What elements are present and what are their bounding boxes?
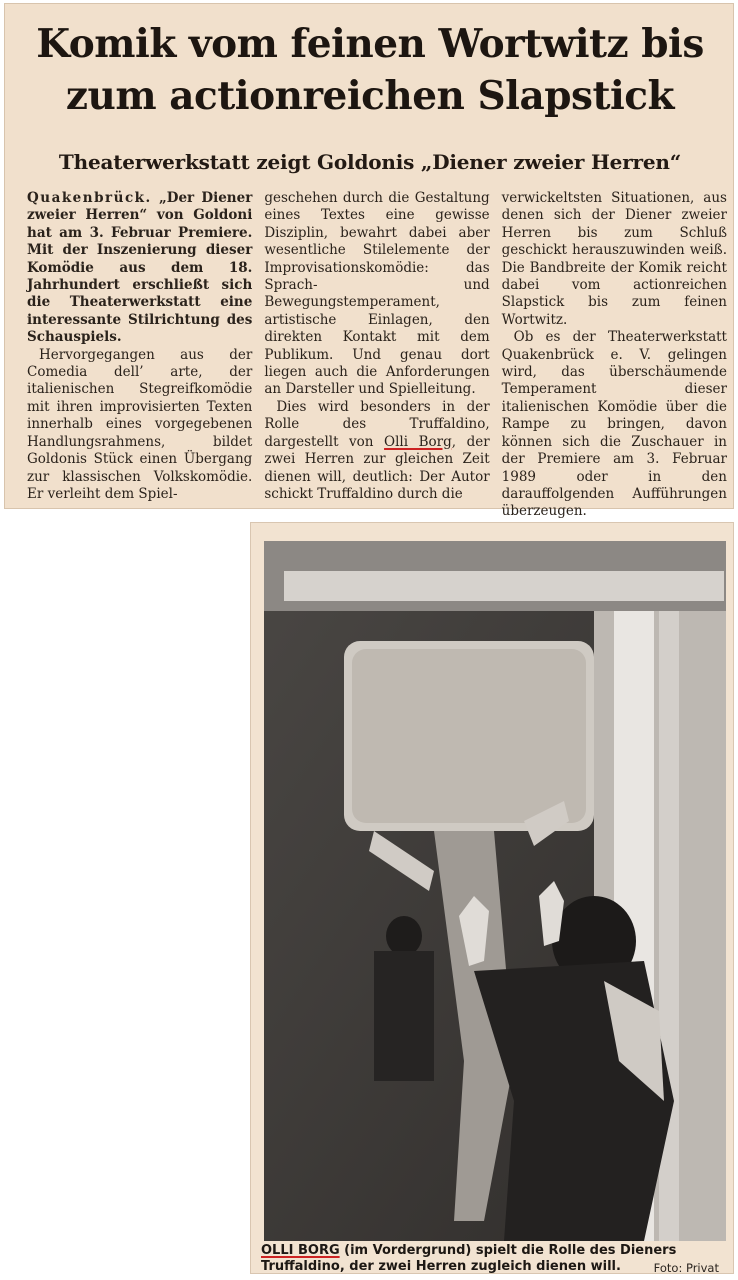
caption-name: OLLI BORG bbox=[261, 1243, 340, 1258]
body-paragraph: Ob es der Theaterwerkstatt Quakenbrück e. V. gelingen wird, das überschäumende Temperament dieser italienischen Komödie über die Rampe zu bringen, davon können sich die Zuschauer in der Premiere am 3. Februar 1989 oder in den darauffolgenden Aufführungen überzeugen. bbox=[501, 329, 727, 520]
stage-photo-graphic bbox=[264, 541, 726, 1241]
column-1 bbox=[27, 190, 252, 502]
body-paragraph: geschehen durch die Gestaltung eines Textes eine gewisse Disziplin, bewahrt dabei aber wesentliche Stilelemente der Improvisationskomödie: das Sprach- und Bewegungstemperament, artistische Einlagen, den direkten Kontakt mit dem Publikum. Und genau dort liegen auch die Anforderungen an Darsteller und Spielleitung. bbox=[264, 190, 490, 398]
headline-line-1: Komik vom feinen Wortwitz bis bbox=[36, 21, 704, 67]
body-text: , der zwei Herren zur gleichen Zeit dienen will, deutlich: Der Autor schickt Truffaldino durch die bbox=[264, 433, 490, 502]
column-2 bbox=[264, 190, 489, 502]
photo-clipping bbox=[250, 522, 734, 1274]
headline-line-2: zum actionreichen Slapstick bbox=[65, 73, 675, 119]
body-paragraph: verwickeltsten Situationen, aus denen sich der Diener zweier Herren bis zum Schluß geschickt herauszuwinden weiß. Die Bandbreite der Komik reicht dabei vom actionreichen Slapstick bis zum feinen Wortwitz. bbox=[501, 190, 727, 328]
subheadline: Theaterwerkstatt zeigt Goldonis „Diener zweier Herren“ bbox=[58, 150, 682, 174]
body-paragraph: Hervorgegangen aus der Comedia dell’ arte, der italienischen Stegreifkomödie mit ihren improvisierten Texten innerhalb eines vorgegebenen Handlungsrahmens, bildet Goldonis Stück einen Übergang zur klassischen Volkskomödie. Er verleiht dem Spiel- bbox=[27, 346, 253, 502]
column-3 bbox=[501, 190, 727, 520]
dateline: Quakenbrück. bbox=[27, 190, 152, 206]
lead-paragraph bbox=[27, 190, 252, 347]
article-body bbox=[27, 190, 727, 520]
headline bbox=[5, 18, 735, 122]
photo-credit: Foto: Privat bbox=[653, 1261, 719, 1275]
lead-text: „Der Diener zweier Herren“ von Goldoni hat am 3. Februar Premiere. Mit der Inszenierung dieser Komödie aus dem 18. Jahrhundert erschließt sich die Theaterwerkstatt eine interessante Stilrichtung des Schauspiels. bbox=[27, 190, 253, 346]
caption-text: (im Vordergrund) spielt die Rolle des Dieners Truffaldino, der zwei Herren zugleich dienen will. bbox=[261, 1243, 677, 1274]
stage-photo bbox=[264, 541, 726, 1241]
body-text: Dies wird besonders in der Rolle des Truffaldino, dargestellt von bbox=[264, 398, 490, 450]
actor-name: Olli Borg bbox=[384, 433, 452, 450]
body-paragraph bbox=[264, 399, 489, 503]
article-clipping bbox=[4, 3, 734, 520]
